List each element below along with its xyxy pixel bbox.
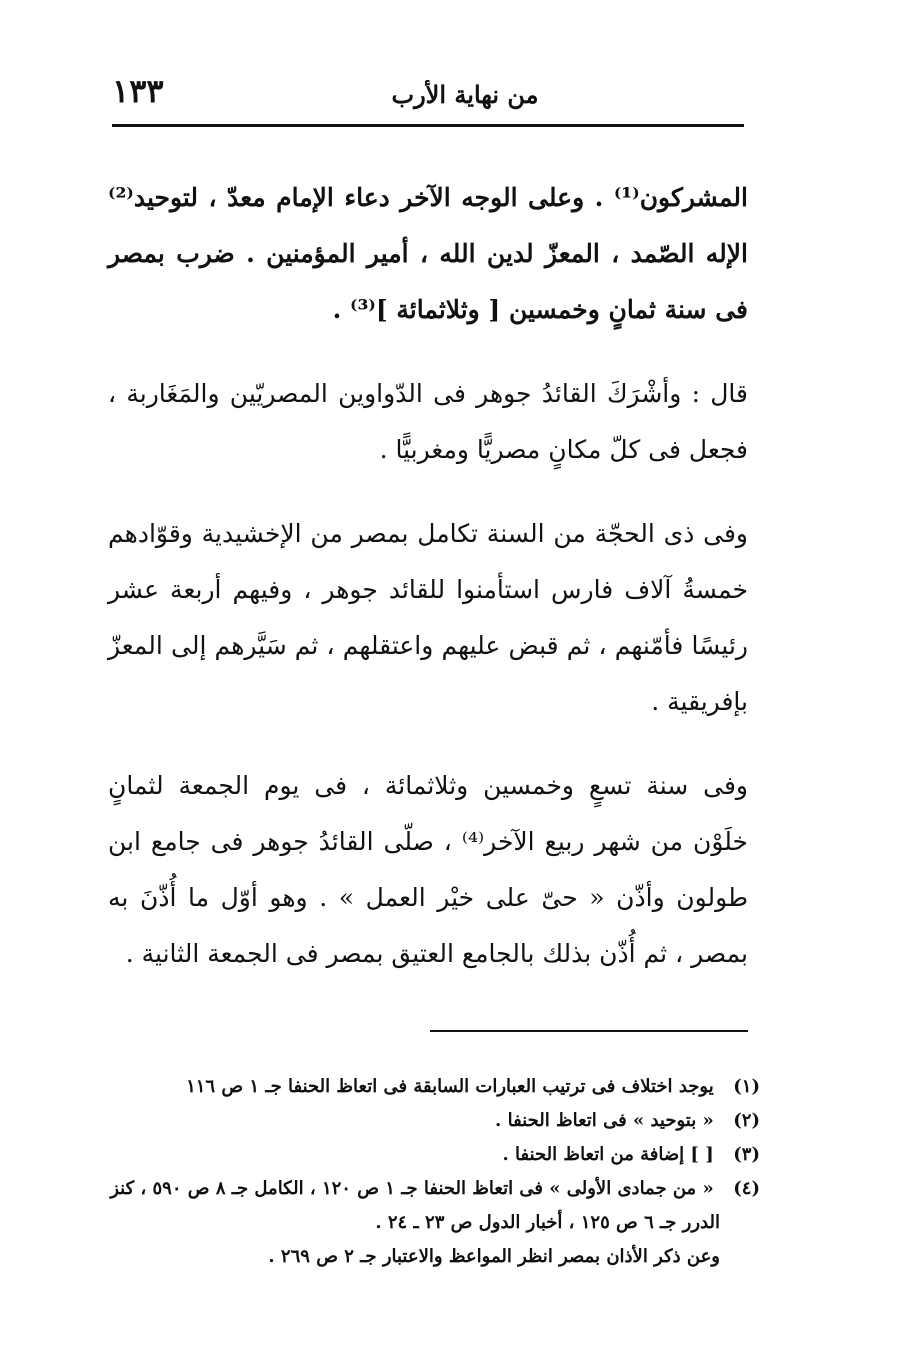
footnote-text: يوجد اختلاف فى ترتيب العبارات السابقة فى اتعاظ الحنفا جـ ١ ص ١١٦ <box>186 1076 714 1097</box>
footnote-4-continuation-2: وعن ذكر الأذان بمصر انظر المواعظ والاعتبار جـ ٢ ص ٢٦٩ . <box>268 1246 720 1267</box>
footnotes <box>108 1070 760 1274</box>
paragraph-1: المشركون⁽¹⁾ . وعلى الوجه الآخر دعاء الإمام معدّ ، لتوحيد⁽²⁾ الإله الصّمد ، المعزّ لدين الله ، أمير المؤمنين . ضرب بمصر فى سنة ثمانٍ وخمسين [ وثلاثمائة ]⁽³⁾ . <box>108 183 748 324</box>
footnote-3 <box>108 1138 760 1172</box>
page-number: ١٣٣ <box>112 72 164 110</box>
paragraph-3: وفى ذى الحجّة من السنة تكامل بمصر من الإخشيدية وقوّادهم خمسةُ آلاف فارس استأمنوا للقائد جوهر ، وفيهم أربعة عشر رئيسًا فأمّنهم ، ثم قبض عليهم واعتقلهم ، ثم سَيَّرهم إلى المعزّ بإفريقية . <box>108 519 748 716</box>
header-rule <box>112 124 744 127</box>
footnote-1 <box>108 1070 760 1104</box>
running-title: من نهاية الأرب <box>391 80 539 109</box>
footnote-number: (٣) <box>733 1144 760 1165</box>
footnote-2 <box>108 1104 760 1138</box>
footnote-text: « بتوحيد » فى اتعاظ الحنفا . <box>495 1110 714 1131</box>
footnote-separator <box>430 1030 748 1032</box>
footnote-text: [ ] إضافة من اتعاظ الحنفا . <box>502 1144 714 1165</box>
main-text <box>108 170 748 1010</box>
footnote-number: (١) <box>733 1076 760 1097</box>
footnote-number: (٢) <box>733 1110 760 1131</box>
footnote-4-continuation-1: الدرر جـ ٦ ص ١٢٥ ، أخبار الدول ص ٢٣ ـ ٢٤ . <box>375 1212 720 1233</box>
paragraph-4: وفى سنة تسعٍ وخمسين وثلاثمائة ، فى يوم الجمعة لثمانٍ خلَوْن من شهر ربيع الآخر⁽⁴⁾ ، صلّى القائدُ جوهر فى جامع ابن طولون وأذّن « حىّ على خيْر العمل » . وهو أوّل ما أُذّنَ به بمصر ، ثم أُذّن بذلك بالجامع العتيق بمصر فى الجمعة الثانية . <box>108 771 748 968</box>
footnote-text: « من جمادى الأولى » فى اتعاظ الحنفا جـ ١ ص ١٢٠ ، الكامل جـ ٨ ص ٥٩٠ ، كنز <box>110 1178 714 1199</box>
footnote-4 <box>108 1172 760 1206</box>
footnote-number: (٤) <box>733 1178 760 1199</box>
paragraph-2: قال : وأشْرَكَ القائدُ جوهر فى الدّواوين المصريّين والمَغَاربة ، فجعل فى كلّ مكانٍ مصريًّا ومغربيًّا . <box>108 379 748 464</box>
